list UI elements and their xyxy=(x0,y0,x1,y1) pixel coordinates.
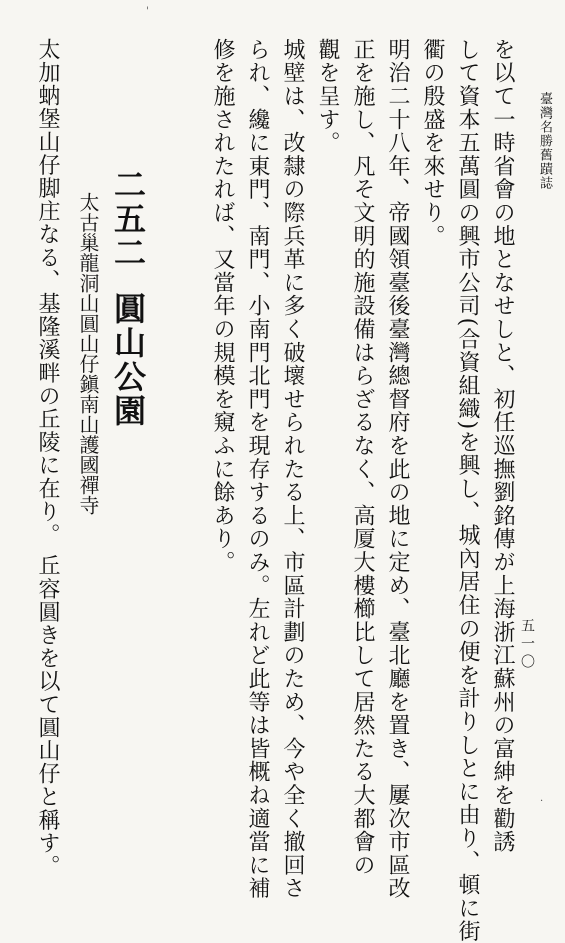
section-subtitle: 太古巢龍洞山圓山仔鎭南山護國禪寺 xyxy=(76,192,100,516)
section-title: 圓山公園 xyxy=(109,292,147,428)
body-column-7: 城壁は、改隸の際兵革に多く破壞せられたる上、市區計劃のため、今や全く撤回さ xyxy=(280,38,305,901)
body-column-8: られ、纔に東門、南門、小南門北門を現存するのみ。左れど此等は皆概ね適當に補 xyxy=(245,38,270,901)
body-column-3: 衢の殷盛を來せり。 xyxy=(420,38,445,248)
scan-speck: ' xyxy=(146,6,149,17)
body-column-4: 明治二十八年、帝國領臺後臺灣總督府を此の地に定め、臺北廳を置き、屢次市區改 xyxy=(385,38,410,901)
section-number: 二五二 xyxy=(109,168,147,270)
body-column-5: 正を施し、凡そ文明的施設備はらざるなく、高厦大樓櫛比して居然たる大都會の xyxy=(350,38,375,877)
body-column-1: を以て一時省會の地となせしと、初任巡撫劉銘傳が上海浙江蘇州の富紳を勸誘 xyxy=(490,38,515,854)
body-column-6: 觀を呈す。 xyxy=(315,38,340,155)
page-number: 五一〇 xyxy=(519,618,535,672)
book-title-header: 臺灣名勝舊蹟誌 xyxy=(537,92,552,190)
section-body-column: 太加蚋堡山仔脚庄なる、基隆溪畔の丘陵に在り。 丘容圓きを以て圓山仔と稱す。 xyxy=(35,38,60,878)
body-column-2: して資本五萬圓の興市公司(合資組織)を興し、城內居住の便を計りしとに由り、頓に街 xyxy=(455,38,480,943)
body-column-9: 修を施されたれば、又當年の規模を窺ふに餘あり。 xyxy=(210,38,235,574)
scan-speck: · xyxy=(540,796,544,807)
